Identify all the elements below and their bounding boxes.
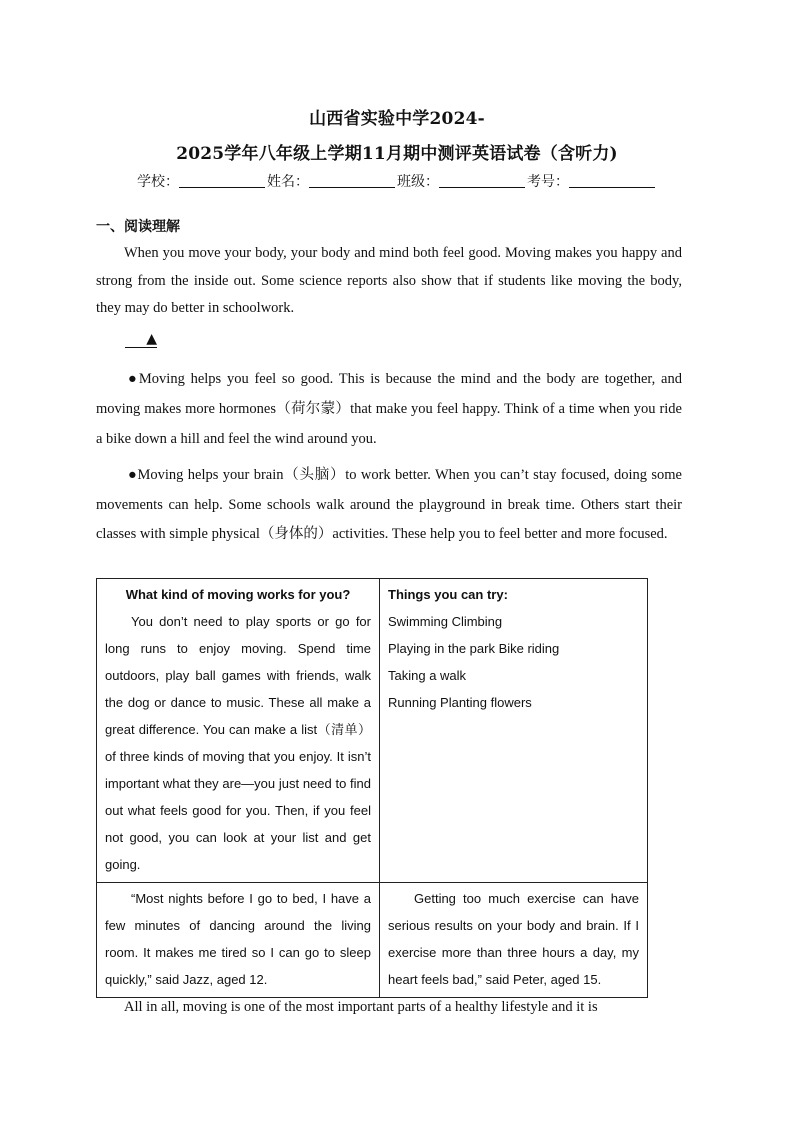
moving-table — [96, 578, 648, 998]
activity-item: Playing in the park Bike riding — [388, 641, 560, 656]
section-heading: 一、阅读理解 — [96, 219, 180, 235]
school-label: 学校： — [137, 174, 179, 190]
exam-number-blank — [569, 173, 655, 188]
left-column-header: What kind of moving works for you? — [125, 587, 351, 602]
student-info-row — [0, 171, 794, 191]
peter-quote: Getting too much exercise can have serious results on your body and brain. If I exercise more than three hours a day, my heart feels bad,” said Peter, aged 15. — [388, 891, 639, 987]
passage-paragraph-2: ●Moving helps you feel so good. This is because the mind and the body are together, and moving makes more hormones（荷尔蒙）that make you feel happy. Think of a time when you ride a bike down a hill and feel the wind around you. — [96, 371, 682, 447]
table-cell-left — [97, 579, 380, 883]
passage-paragraph-1: When you move your body, your body and mind both feel good. Moving makes you happy and strong from the inside out. Some science reports also show that if students like moving the body, they may do better in schoolwork. — [96, 245, 682, 316]
passage-paragraph-3: ●Moving helps your brain（头脑）to work better. When you can’t stay focused, doing some movements can help. Some schools walk around the playground in break time. Others start their classes with simple physical（身体的）activities. These help you to feel better and more focused. — [96, 467, 682, 542]
jazz-quote: “Most nights before I go to bed, I have a few minutes of dancing around the living room. It makes me tired so I can go to sleep quickly,” said Jazz, aged 12. — [105, 891, 371, 987]
left-column-body: You don’t need to play sports or go for long runs to enjoy moving. Spend time outdoors, play ball games with friends, walk the dog or dance to music. These all make a great difference. You can make a list（清单） of three kinds of moving that you enjoy. It isn’t important what they are—you just need to find out what feels good for you. Then, if you feel not good, you can look at your list and get going. — [105, 614, 371, 872]
name-label: 姓名： — [267, 174, 309, 190]
activity-item: Taking a walk — [388, 668, 467, 683]
blank-marker: ▲ — [125, 331, 157, 348]
right-column-header: Things you can try: — [388, 587, 508, 602]
name-blank — [309, 173, 395, 188]
school-blank — [179, 173, 265, 188]
exam-title-line2: 2025学年八年级上学期11月期中测评英语试卷（含听力) — [176, 144, 618, 164]
exam-number-label: 考号： — [527, 174, 569, 190]
table-cell-left — [97, 883, 380, 998]
activity-item: Swimming Climbing — [388, 614, 503, 629]
passage-paragraph-4: All in all, moving is one of the most important parts of a healthy lifestyle and it is — [124, 999, 598, 1015]
table-cell-right — [380, 579, 648, 883]
table-row — [97, 883, 648, 998]
table-cell-right — [380, 883, 648, 998]
table-row — [97, 579, 648, 883]
activity-item: Running Planting flowers — [388, 695, 532, 710]
class-label: 班级： — [397, 174, 439, 190]
exam-title-line1: 山西省实验中学2024- — [309, 109, 485, 129]
class-blank — [439, 173, 525, 188]
